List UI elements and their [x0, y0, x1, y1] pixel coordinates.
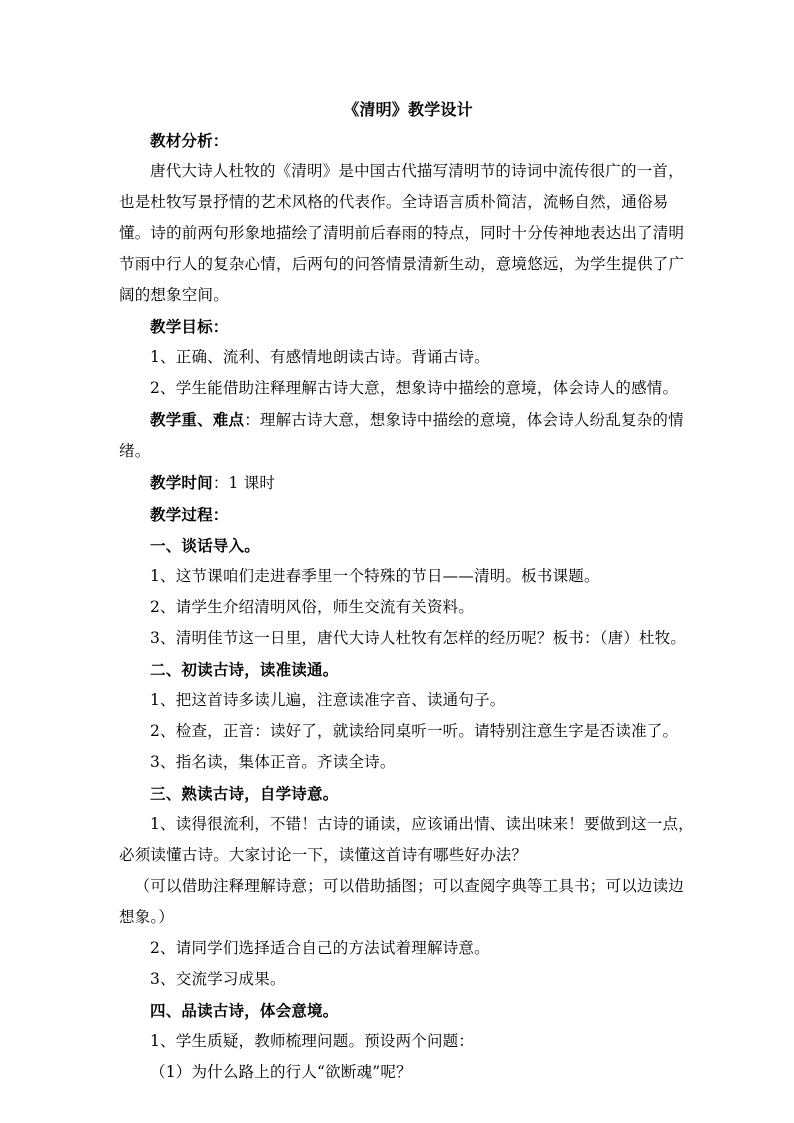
goal-item-1: 1、正确、流利、有感情地朗读古诗。背诵古诗。: [150, 348, 490, 366]
teaching-time-label: 教学时间: [150, 473, 213, 492]
section-2-item: 2、检查，正音：读好了，就读给同桌听一听。请特别注意生字是否读准了。: [150, 722, 679, 740]
key-points-label: 教学重、难点: [150, 410, 245, 429]
section-3-item: 1、读得很流利，不错！古诗的诵读，应该诵出情、读出味来！要做到这一点，必须读懂古诗。大家讨论一下，读懂这首诗有哪些好办法？: [119, 815, 694, 864]
teaching-time-line: [119, 467, 697, 499]
section-2-item: 1、把这首诗多读儿遍，注意读准字音、读通句子。: [150, 691, 506, 709]
section-4-item: 1、学生质疑，教师梳理问题。预设两个问题：: [150, 1032, 475, 1050]
section-3-note: （可以借助注释理解诗意；可以借助插图；可以查阅字典等工具书；可以边读边想象。）: [119, 877, 685, 926]
section-2-heading: 二、初读古诗，读准读通。: [150, 660, 339, 679]
section-3-item: 3、交流学习成果。: [150, 970, 286, 988]
key-points-line: [119, 404, 697, 467]
goals-heading: 教学目标：: [150, 317, 229, 336]
section-1-item: 2、请学生介绍清明风俗，师生交流有关资料。: [150, 598, 475, 616]
section-1-heading: 一、谈话导入。: [150, 536, 260, 555]
goal-item-2: 2、学生能借助注释理解古诗大意，想象诗中描绘的意境，体会诗人的感情。: [150, 379, 679, 397]
section-1-item: 3、清明佳节这一日里，唐代大诗人杜牧有怎样的经历呢？板书：（唐）杜牧。: [150, 629, 687, 647]
section-4-subitem: （1）为什么路上的行人“欲断魂”呢？: [150, 1063, 412, 1081]
section-3-item: 2、请同学们选择适合自己的方法试着理解诗意。: [150, 939, 490, 957]
analysis-heading: 教材分析：: [150, 131, 229, 150]
document-title: 《清明》教学设计: [343, 100, 473, 119]
document-content: [119, 94, 697, 1088]
section-3-heading: 三、熟读古诗，自学诗意。: [150, 784, 339, 803]
section-2-item: 3、指名读，集体正音。齐读全诗。: [150, 753, 396, 771]
section-4-heading: 四、品读古诗，体会意境。: [150, 1001, 339, 1020]
teaching-time-text: ：1 课时: [212, 474, 276, 492]
process-heading: 教学过程：: [150, 505, 229, 524]
section-1-item: 1、这节课咱们走进春季里一个特殊的节日——清明。板书课题。: [150, 567, 600, 585]
key-points-text: ：理解古诗大意，想象诗中描绘的意境，体会诗人纷乱复杂的情绪。: [119, 411, 684, 460]
analysis-paragraph: 唐代大诗人杜牧的《清明》是中国古代描写清明节的诗词中流传很广的一首，也是杜牧写景抒情的艺术风格的代表作。全诗语言质朴简洁，流畅自然，通俗易懂。诗的前两句形象地描绘了清明前后春雨的特点，同时十分传神地表达出了清明节雨中行人的复杂心情，后两句的问答情景清新生动，意境悠远，为学生提供了广阔的想象空间。: [119, 162, 685, 304]
